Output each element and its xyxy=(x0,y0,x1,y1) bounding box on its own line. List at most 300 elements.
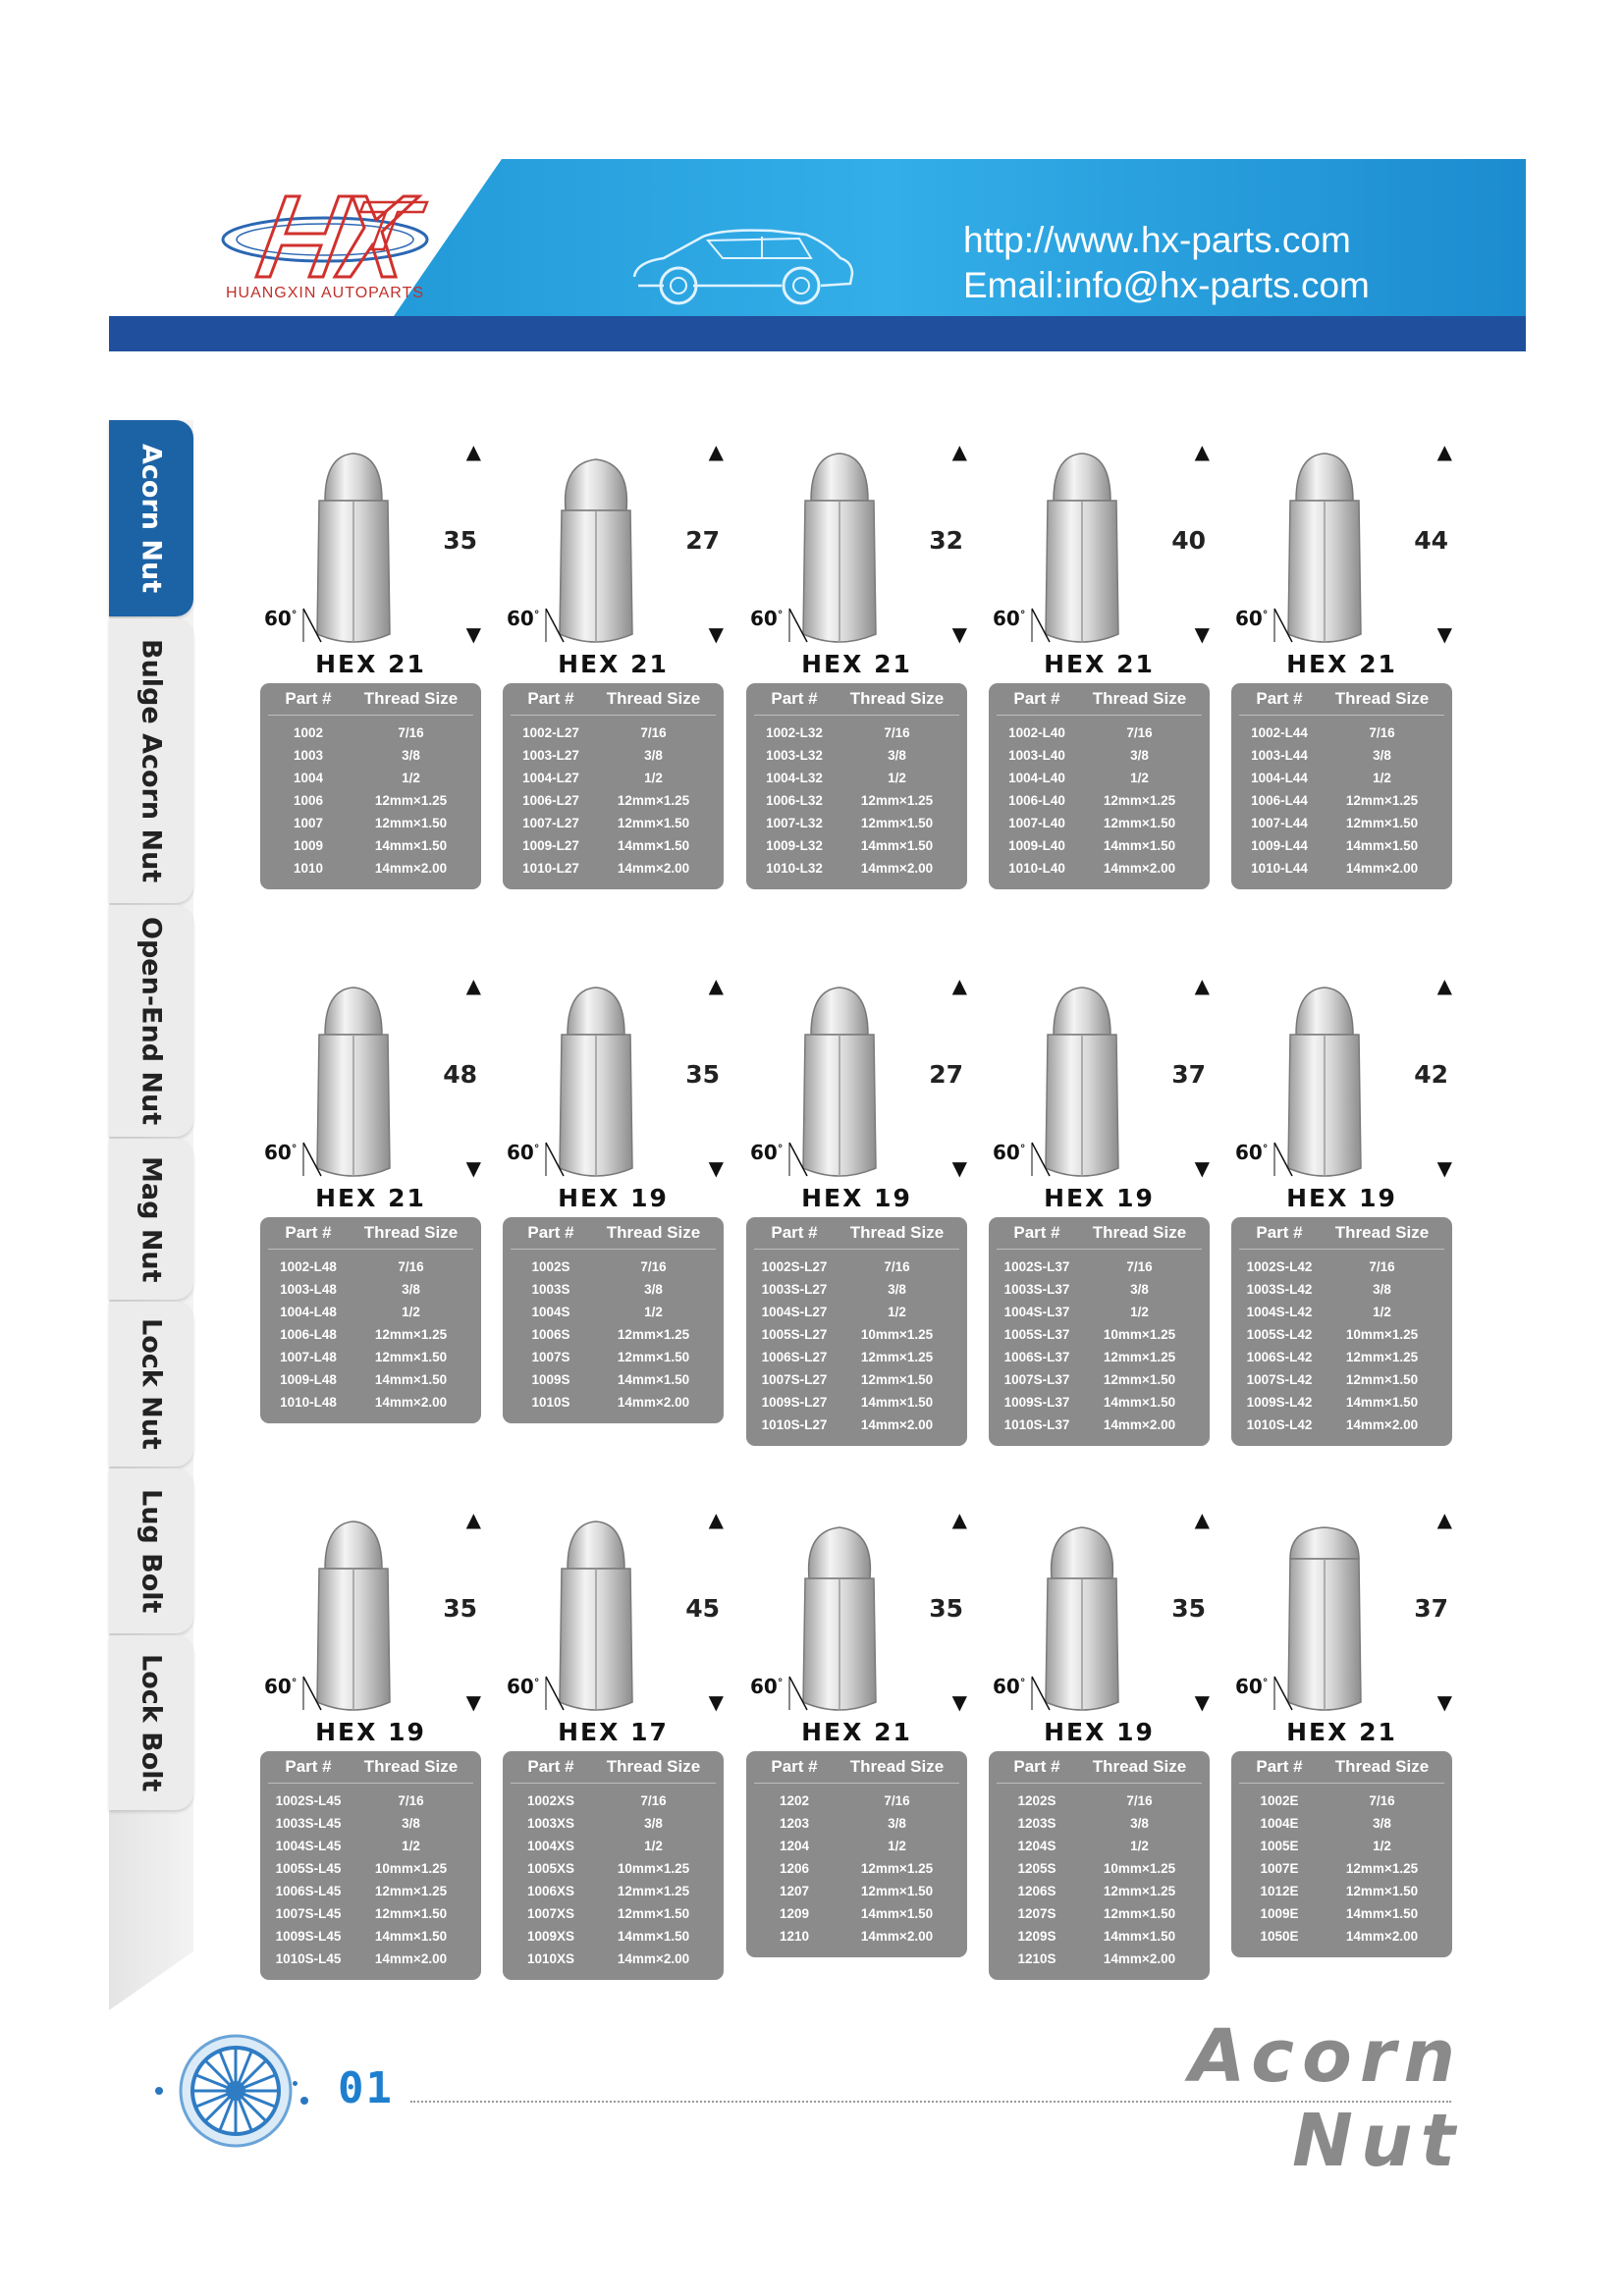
table-row xyxy=(997,857,1202,880)
nut-height: 27 xyxy=(929,1060,963,1089)
thread-size: 14mm×2.00 xyxy=(1345,1417,1419,1432)
part-number: 1010-L40 xyxy=(1008,861,1065,876)
part-number: 1009 xyxy=(293,838,324,853)
part-number: 1010-L44 xyxy=(1251,861,1308,876)
arrow-down-icon: ▼ xyxy=(951,622,967,646)
table-row xyxy=(754,767,959,789)
table-row xyxy=(268,1301,473,1323)
tab-bulge-acorn-nut[interactable]: Bulge Acorn Nut xyxy=(109,618,193,903)
hex-size: HEX 21 xyxy=(801,1718,912,1746)
table-row xyxy=(511,1346,716,1368)
spec-table-header xyxy=(997,1217,1202,1250)
arrow-up-icon: ▲ xyxy=(465,974,481,997)
part-number-header: Part # xyxy=(1256,1223,1303,1242)
thread-size-header: Thread Size xyxy=(1334,1223,1430,1242)
table-row xyxy=(268,1948,473,1970)
table-row xyxy=(511,1812,716,1835)
part-number: 1009S xyxy=(531,1372,570,1387)
table-row xyxy=(754,1414,959,1436)
thread-size: 12mm×1.25 xyxy=(617,1884,690,1898)
thread-size: 12mm×1.50 xyxy=(374,1350,448,1364)
hex-size: HEX 21 xyxy=(558,650,669,678)
thread-size: 14mm×1.50 xyxy=(1103,1929,1176,1944)
part-number: 1003S-L37 xyxy=(1003,1282,1070,1297)
hex-size: HEX 21 xyxy=(315,1184,426,1212)
nut-height: 35 xyxy=(929,1594,963,1623)
table-row xyxy=(997,1255,1202,1278)
table-row xyxy=(1239,721,1444,744)
table-row xyxy=(1239,1857,1444,1880)
table-row xyxy=(754,857,959,880)
part-number: 1004-L32 xyxy=(766,771,823,785)
thread-size-header: Thread Size xyxy=(849,689,945,708)
table-row xyxy=(997,721,1202,744)
table-row xyxy=(1239,1346,1444,1368)
table-row xyxy=(754,1812,959,1835)
contact-block xyxy=(963,218,1370,308)
part-number: 1209 xyxy=(779,1906,810,1921)
thread-size: 7/16 xyxy=(1369,1793,1395,1808)
tab-lug-bolt[interactable]: Lug Bolt xyxy=(109,1468,193,1633)
thread-size: 12mm×1.25 xyxy=(1345,793,1419,808)
seat-angle: 60° xyxy=(507,1141,540,1164)
part-number: 1004S-L45 xyxy=(275,1839,342,1853)
part-number: 1050E xyxy=(1260,1929,1299,1944)
thread-size: 14mm×2.00 xyxy=(1103,861,1176,876)
thread-size: 14mm×2.00 xyxy=(860,1929,934,1944)
table-row xyxy=(754,834,959,857)
table-row xyxy=(268,1278,473,1301)
table-row xyxy=(997,1301,1202,1323)
part-number: 1010S-L37 xyxy=(1003,1417,1070,1432)
nut-height: 27 xyxy=(685,526,720,555)
part-number: 1006S-L45 xyxy=(275,1884,342,1898)
tab-acorn-nut[interactable]: Acorn Nut xyxy=(109,420,193,616)
part-number: 1204S xyxy=(1017,1839,1056,1853)
nut-height: 35 xyxy=(1171,1594,1206,1623)
part-number: 1007-L48 xyxy=(280,1350,337,1364)
spec-table-header xyxy=(511,1217,716,1250)
part-number: 1002-L27 xyxy=(522,725,579,740)
thread-size: 7/16 xyxy=(1369,725,1395,740)
part-number: 1009-L27 xyxy=(522,838,579,853)
part-number: 1005S-L42 xyxy=(1246,1327,1313,1342)
thread-size: 10mm×1.25 xyxy=(860,1327,934,1342)
thread-size: 3/8 xyxy=(402,748,420,763)
spec-table-header xyxy=(268,683,473,716)
part-number: 1009-L40 xyxy=(1008,838,1065,853)
table-row xyxy=(1239,1835,1444,1857)
table-row xyxy=(1239,789,1444,812)
table-row xyxy=(268,1835,473,1857)
thread-size: 3/8 xyxy=(402,1282,420,1297)
part-number: 1006S-L27 xyxy=(761,1350,828,1364)
thread-size: 1/2 xyxy=(888,1839,906,1853)
thread-size: 14mm×2.00 xyxy=(860,1417,934,1432)
table-row xyxy=(754,1925,959,1948)
part-number: 1004 xyxy=(293,771,324,785)
thread-size: 7/16 xyxy=(640,725,667,740)
table-row xyxy=(511,1857,716,1880)
part-number: 1004-L48 xyxy=(280,1305,337,1319)
part-number: 1009S-L45 xyxy=(275,1929,342,1944)
thread-size-header: Thread Size xyxy=(849,1757,945,1776)
thread-size: 14mm×1.50 xyxy=(1103,1395,1176,1410)
table-row xyxy=(754,1902,959,1925)
table-row xyxy=(754,1346,959,1368)
arrow-down-icon: ▼ xyxy=(1194,1690,1210,1714)
thread-size: 14mm×2.00 xyxy=(617,1395,690,1410)
arrow-up-icon: ▲ xyxy=(708,974,724,997)
thread-size: 10mm×1.25 xyxy=(617,1861,690,1876)
part-number: 1007 xyxy=(293,816,324,830)
table-row xyxy=(997,1812,1202,1835)
spec-table-header xyxy=(997,1751,1202,1784)
nut-height: 37 xyxy=(1414,1594,1448,1623)
thread-size: 3/8 xyxy=(644,1816,663,1831)
part-number: 1007-L40 xyxy=(1008,816,1065,830)
nut-height: 35 xyxy=(443,526,477,555)
hex-size: HEX 19 xyxy=(558,1184,669,1212)
table-row xyxy=(997,1857,1202,1880)
part-number: 1003-L48 xyxy=(280,1282,337,1297)
table-row xyxy=(511,1925,716,1948)
page-number: 01 xyxy=(338,2063,394,2113)
part-number-header: Part # xyxy=(527,1223,574,1242)
part-number: 1003 xyxy=(293,748,324,763)
website-link[interactable]: http://www.hx-parts.com xyxy=(963,220,1351,260)
arrow-down-icon: ▼ xyxy=(708,1156,724,1180)
tab-open-end-nut[interactable]: Open-End Nut xyxy=(109,905,193,1137)
thread-size: 14mm×2.00 xyxy=(374,1951,448,1966)
thread-size: 14mm×1.50 xyxy=(617,1372,690,1387)
table-row xyxy=(1239,1789,1444,1812)
hex-size: HEX 17 xyxy=(558,1718,669,1746)
table-row xyxy=(268,767,473,789)
thread-size: 1/2 xyxy=(888,1305,906,1319)
arrow-down-icon: ▼ xyxy=(708,1690,724,1714)
thread-size: 1/2 xyxy=(402,771,420,785)
part-number: 1009E xyxy=(1260,1906,1299,1921)
part-number: 1205S xyxy=(1017,1861,1056,1876)
table-row xyxy=(268,789,473,812)
part-number: 1004-L27 xyxy=(522,771,579,785)
table-row xyxy=(997,1414,1202,1436)
tab-lock-nut[interactable]: Lock Nut xyxy=(109,1302,193,1467)
seat-angle: 60° xyxy=(1235,607,1269,630)
thread-size: 1/2 xyxy=(1130,1839,1149,1853)
thread-size: 12mm×1.50 xyxy=(1345,1372,1419,1387)
thread-size: 12mm×1.25 xyxy=(374,1327,448,1342)
thread-size: 14mm×1.50 xyxy=(374,838,448,853)
part-number: 1002S-L37 xyxy=(1003,1259,1070,1274)
nut-height: 35 xyxy=(685,1060,720,1089)
spec-table-header xyxy=(1239,683,1444,716)
car-outline-icon xyxy=(624,223,860,309)
table-row xyxy=(997,834,1202,857)
table-row xyxy=(1239,1880,1444,1902)
part-number: 1006S xyxy=(531,1327,570,1342)
table-row xyxy=(997,1880,1202,1902)
seat-angle: 60° xyxy=(1235,1141,1269,1164)
thread-size: 12mm×1.50 xyxy=(860,1372,934,1387)
thread-size: 14mm×1.50 xyxy=(860,1395,934,1410)
part-number: 1005S-L37 xyxy=(1003,1327,1070,1342)
table-row xyxy=(268,1880,473,1902)
table-row xyxy=(754,1323,959,1346)
part-number: 1210S xyxy=(1017,1951,1056,1966)
thread-size-header: Thread Size xyxy=(363,1223,459,1242)
thread-size: 12mm×1.50 xyxy=(1345,816,1419,830)
spec-table-header xyxy=(268,1751,473,1784)
table-row xyxy=(754,1255,959,1278)
part-number: 1007S xyxy=(531,1350,570,1364)
part-number: 1002-L48 xyxy=(280,1259,337,1274)
thread-size-header: Thread Size xyxy=(1092,1757,1187,1776)
thread-size: 7/16 xyxy=(398,725,424,740)
table-row xyxy=(511,834,716,857)
table-row xyxy=(1239,1902,1444,1925)
thread-size: 1/2 xyxy=(1373,1839,1391,1853)
seat-angle: 60° xyxy=(993,1675,1026,1698)
arrow-down-icon: ▼ xyxy=(465,1156,481,1180)
thread-size: 7/16 xyxy=(1126,1793,1153,1808)
thread-size: 7/16 xyxy=(884,1793,910,1808)
thread-size: 12mm×1.25 xyxy=(617,1327,690,1342)
part-number: 1003S xyxy=(531,1282,570,1297)
part-number: 1004S-L37 xyxy=(1003,1305,1070,1319)
part-number: 1002S-L27 xyxy=(761,1259,828,1274)
seat-angle: 60° xyxy=(750,1141,784,1164)
thread-size: 10mm×1.25 xyxy=(374,1861,448,1876)
table-row xyxy=(268,1346,473,1368)
arrow-up-icon: ▲ xyxy=(1436,974,1452,997)
hex-size: HEX 19 xyxy=(801,1184,912,1212)
table-row xyxy=(511,767,716,789)
arrow-up-icon: ▲ xyxy=(465,1508,481,1531)
part-number: 1209S xyxy=(1017,1929,1056,1944)
hex-size: HEX 21 xyxy=(1286,650,1397,678)
tab-mag-nut[interactable]: Mag Nut xyxy=(109,1139,193,1300)
part-number: 1007S-L42 xyxy=(1246,1372,1313,1387)
part-number: 1003S-L42 xyxy=(1246,1282,1313,1297)
arrow-up-icon: ▲ xyxy=(1194,974,1210,997)
table-row xyxy=(511,1368,716,1391)
part-number: 1004E xyxy=(1260,1816,1299,1831)
part-number: 1009S-L42 xyxy=(1246,1395,1313,1410)
page-title: Acorn Nut xyxy=(1189,2014,1463,2183)
part-number: 1007-L27 xyxy=(522,816,579,830)
table-row xyxy=(1239,834,1444,857)
table-row xyxy=(511,1323,716,1346)
table-row xyxy=(511,744,716,767)
thread-size: 1/2 xyxy=(402,1305,420,1319)
thread-size: 12mm×1.25 xyxy=(860,1861,934,1876)
thread-size: 14mm×1.50 xyxy=(617,1929,690,1944)
tab-lock-bolt[interactable]: Lock Bolt xyxy=(109,1635,193,1810)
table-row xyxy=(268,744,473,767)
table-row xyxy=(511,857,716,880)
part-number: 1006-L48 xyxy=(280,1327,337,1342)
thread-size-header: Thread Size xyxy=(606,1223,701,1242)
table-row xyxy=(268,1789,473,1812)
thread-size: 7/16 xyxy=(1126,1259,1153,1274)
thread-size: 1/2 xyxy=(1373,771,1391,785)
part-number-header: Part # xyxy=(1256,1757,1303,1776)
part-number: 1009-L32 xyxy=(766,838,823,853)
thread-size-header: Thread Size xyxy=(363,1757,459,1776)
table-row xyxy=(511,1835,716,1857)
thread-size: 1/2 xyxy=(644,1305,663,1319)
arrow-down-icon: ▼ xyxy=(1436,622,1452,646)
thread-size: 14mm×2.00 xyxy=(1103,1417,1176,1432)
part-number: 1010XS xyxy=(526,1951,575,1966)
arrow-down-icon: ▼ xyxy=(1436,1156,1452,1180)
arrow-up-icon: ▲ xyxy=(951,974,967,997)
seat-angle: 60° xyxy=(750,607,784,630)
thread-size: 14mm×2.00 xyxy=(1103,1951,1176,1966)
spec-table xyxy=(746,1751,967,1957)
table-row xyxy=(997,1789,1202,1812)
table-row xyxy=(1239,1323,1444,1346)
thread-size: 12mm×1.50 xyxy=(374,1906,448,1921)
part-number: 1009-L48 xyxy=(280,1372,337,1387)
part-number: 1007S-L27 xyxy=(761,1372,828,1387)
wheel-icon xyxy=(177,2032,295,2150)
table-row xyxy=(997,1368,1202,1391)
thread-size: 3/8 xyxy=(402,1816,420,1831)
part-number-header: Part # xyxy=(285,689,332,708)
thread-size: 12mm×1.25 xyxy=(1103,1350,1176,1364)
thread-size: 1/2 xyxy=(1130,1305,1149,1319)
arrow-up-icon: ▲ xyxy=(1436,1508,1452,1531)
part-number: 1204 xyxy=(779,1839,810,1853)
thread-size: 7/16 xyxy=(1369,1259,1395,1274)
email-link[interactable]: Email:info@hx-parts.com xyxy=(963,265,1370,305)
part-number: 1004S xyxy=(531,1305,570,1319)
part-number: 1002S-L45 xyxy=(275,1793,342,1808)
thread-size: 7/16 xyxy=(884,725,910,740)
part-number: 1010 xyxy=(293,861,324,876)
table-row xyxy=(754,1880,959,1902)
part-number: 1002 xyxy=(293,725,324,740)
table-row xyxy=(1239,1368,1444,1391)
thread-size: 14mm×1.50 xyxy=(374,1372,448,1387)
table-row xyxy=(1239,1278,1444,1301)
table-row xyxy=(754,1391,959,1414)
table-row xyxy=(997,789,1202,812)
part-number: 1002XS xyxy=(526,1793,575,1808)
seat-angle: 60° xyxy=(507,607,540,630)
thread-size-header: Thread Size xyxy=(1334,689,1430,708)
part-number: 1002S xyxy=(531,1259,570,1274)
part-number: 1002-L40 xyxy=(1008,725,1065,740)
spec-table xyxy=(989,1751,1210,1980)
table-row xyxy=(754,1789,959,1812)
part-number: 1006-L40 xyxy=(1008,793,1065,808)
part-number: 1007XS xyxy=(526,1906,575,1921)
part-number: 1004S-L27 xyxy=(761,1305,828,1319)
hex-size: HEX 21 xyxy=(315,650,426,678)
part-number-header: Part # xyxy=(1013,689,1060,708)
thread-size: 12mm×1.25 xyxy=(1103,1884,1176,1898)
arrow-up-icon: ▲ xyxy=(1194,440,1210,463)
nut-height: 44 xyxy=(1414,526,1448,555)
decor-dot xyxy=(293,2081,298,2086)
table-row xyxy=(511,1255,716,1278)
part-number: 1210 xyxy=(779,1929,810,1944)
arrow-down-icon: ▼ xyxy=(708,622,724,646)
thread-size: 14mm×1.50 xyxy=(1345,1395,1419,1410)
part-number: 1009XS xyxy=(526,1929,575,1944)
table-row xyxy=(1239,857,1444,880)
thread-size: 12mm×1.25 xyxy=(374,793,448,808)
thread-size: 12mm×1.50 xyxy=(860,1884,934,1898)
hex-size: HEX 19 xyxy=(1044,1718,1155,1746)
arrow-down-icon: ▼ xyxy=(1436,1690,1452,1714)
table-row xyxy=(1239,767,1444,789)
part-number: 1006-L44 xyxy=(1251,793,1308,808)
part-number: 1004XS xyxy=(526,1839,575,1853)
thread-size: 1/2 xyxy=(402,1839,420,1853)
part-number: 1006S-L37 xyxy=(1003,1350,1070,1364)
brand-logo xyxy=(217,188,433,296)
part-number: 1202S xyxy=(1017,1793,1056,1808)
part-number: 1002S-L42 xyxy=(1246,1259,1313,1274)
table-row xyxy=(511,812,716,834)
part-number-header: Part # xyxy=(1013,1757,1060,1776)
arrow-up-icon: ▲ xyxy=(1194,1508,1210,1531)
thread-size: 12mm×1.50 xyxy=(374,816,448,830)
thread-size: 3/8 xyxy=(644,748,663,763)
seat-angle: 60° xyxy=(507,1675,540,1698)
thread-size: 12mm×1.25 xyxy=(860,793,934,808)
part-number: 1003XS xyxy=(526,1816,575,1831)
table-row xyxy=(511,789,716,812)
part-number: 1007S-L45 xyxy=(275,1906,342,1921)
table-row xyxy=(1239,744,1444,767)
table-row xyxy=(754,812,959,834)
table-row xyxy=(268,1857,473,1880)
arrow-down-icon: ▼ xyxy=(951,1690,967,1714)
table-row xyxy=(268,1255,473,1278)
table-row xyxy=(1239,1812,1444,1835)
page-header xyxy=(109,159,1526,351)
spec-table-header xyxy=(754,1751,959,1784)
thread-size: 12mm×1.25 xyxy=(1345,1861,1419,1876)
part-number: 1206 xyxy=(779,1861,810,1876)
thread-size-header: Thread Size xyxy=(849,1223,945,1242)
table-row xyxy=(511,1880,716,1902)
spec-table-header xyxy=(511,1751,716,1784)
thread-size: 10mm×1.25 xyxy=(1345,1327,1419,1342)
seat-angle: 60° xyxy=(993,1141,1026,1164)
thread-size: 14mm×1.50 xyxy=(1345,1906,1419,1921)
part-number-header: Part # xyxy=(771,1223,818,1242)
part-number: 1010S-L27 xyxy=(761,1417,828,1432)
thread-size: 10mm×1.25 xyxy=(1103,1861,1176,1876)
thread-size: 12mm×1.50 xyxy=(617,816,690,830)
part-number-header: Part # xyxy=(771,1757,818,1776)
hex-size: HEX 21 xyxy=(801,650,912,678)
part-number: 1005XS xyxy=(526,1861,575,1876)
table-row xyxy=(1239,1301,1444,1323)
table-row xyxy=(1239,1414,1444,1436)
table-row xyxy=(754,1278,959,1301)
seat-angle: 60° xyxy=(264,1141,298,1164)
table-row xyxy=(997,1278,1202,1301)
arrow-up-icon: ▲ xyxy=(708,440,724,463)
